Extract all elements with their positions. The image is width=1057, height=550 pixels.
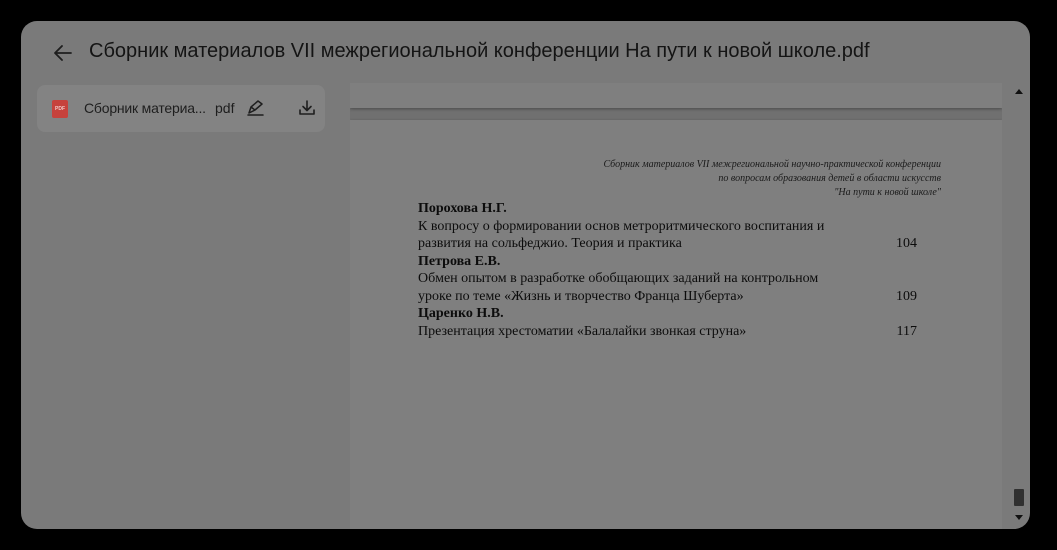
toc-author: Петрова Е.В. — [418, 253, 501, 269]
page-header-line: по вопросам образования детей в области искусств — [718, 173, 941, 184]
arrow-left-icon — [54, 45, 72, 61]
pdf-file-icon: PDF — [52, 100, 68, 118]
download-button[interactable] — [297, 98, 317, 118]
previous-page — [350, 83, 1002, 108]
toc-title-line — [418, 323, 938, 341]
toc-page-number: 109 — [896, 288, 917, 304]
toc-author: Царенко Н.В. — [418, 306, 504, 321]
document-page — [350, 120, 1002, 529]
scroll-down-arrow-icon[interactable] — [1015, 515, 1023, 520]
toc-title-line: К вопросу о формировании основ метроритмического воспитания и — [418, 218, 825, 234]
toc-page-number: 104 — [896, 236, 917, 251]
preview-header — [21, 21, 1030, 83]
page-header-line: "На пути к новой школе" — [834, 187, 941, 198]
viewer-scrollbar[interactable] — [1012, 83, 1026, 529]
attachment-extension: pdf — [215, 100, 235, 116]
attachment-item[interactable] — [37, 85, 325, 132]
toc-title-line — [418, 288, 938, 306]
edit-icon — [245, 98, 267, 118]
document-title: Сборник материалов VII межрегиональной конференции На пути к новой школе.pdf — [89, 40, 870, 62]
pdf-viewer[interactable] — [350, 83, 1002, 529]
toc-title-line — [418, 235, 938, 253]
file-preview-modal — [21, 21, 1030, 529]
toc-title-text: уроке по теме «Жизнь и творчество Франца Шуберта» — [418, 288, 744, 304]
toc-title-text: развития на сольфеджио. Теория и практика — [418, 236, 682, 251]
table-of-contents — [418, 200, 938, 340]
page-running-header — [603, 158, 941, 200]
page-header-line: Сборник материалов VII межрегиональной научно-практической конференции — [603, 159, 941, 170]
edit-button[interactable] — [245, 98, 267, 118]
toc-title-text: Презентация хрестоматии «Балалайки звонкая струна» — [418, 323, 747, 339]
attachment-name: Сборник материа... — [84, 100, 206, 116]
toc-page-number: 117 — [896, 323, 917, 339]
download-icon — [297, 98, 317, 118]
scroll-up-arrow-icon[interactable] — [1015, 89, 1023, 94]
toc-author: Порохова Н.Г. — [418, 201, 507, 216]
toc-title-line: Обмен опытом в разработке обобщающих заданий на контрольном — [418, 271, 819, 286]
scroll-thumb[interactable] — [1014, 489, 1024, 506]
back-button[interactable] — [49, 41, 77, 65]
